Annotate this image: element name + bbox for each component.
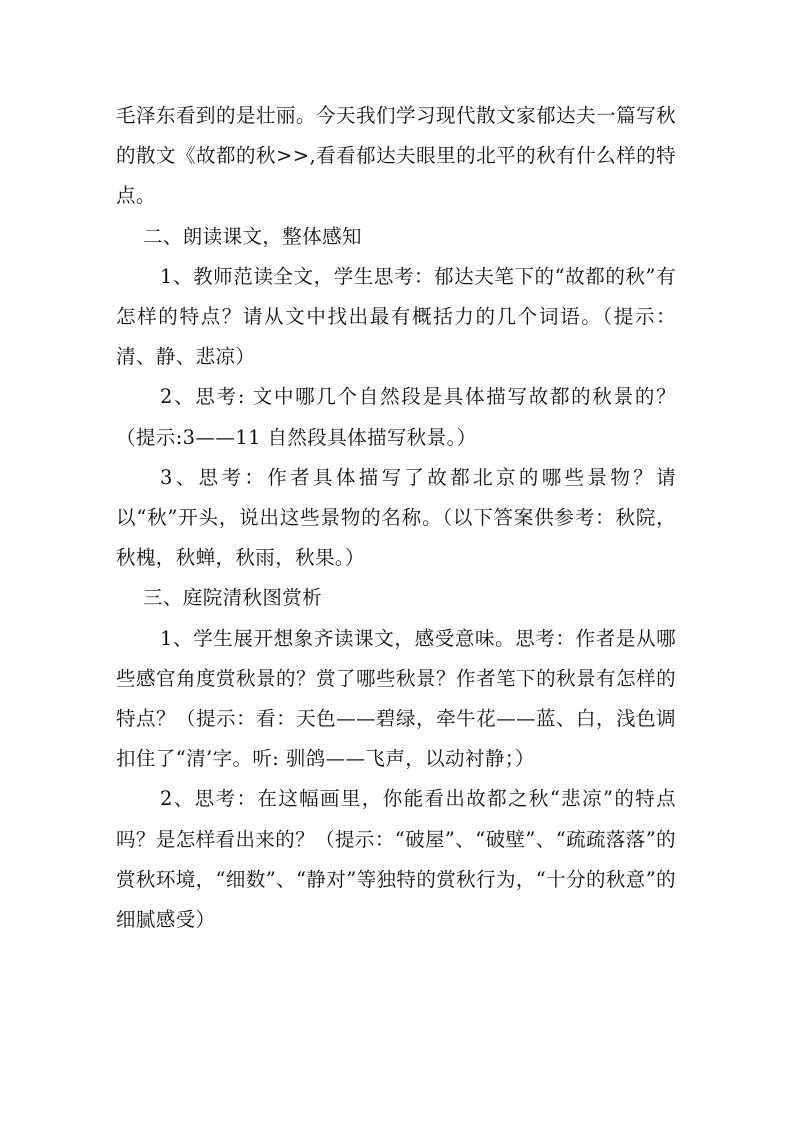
question-paragraph-3-1: 1、学生展开想象齐读课文，感受意味。思考：作者是从哪些感官角度赏秋景的？赏了哪些秋景？作者笔下的秋景有怎样的特点？（提示：看：天色——碧绿，牵牛花——蓝、白，浅色调扣住了“清’字。听: 驯鸽——飞声，以动衬静；） (116, 626, 676, 771)
question-paragraph-2-1: 1、教师范读全文，学生思考：郁达夫笔下的“故都的秋”有怎样的特点？请从文中找出最有概括力的几个词语。（提示：清、静、悲凉） (116, 264, 676, 369)
section-heading-3: 三、庭院清秋图赏析 (143, 586, 323, 610)
question-paragraph-2-2: 2、思考: 文中哪几个自然段是具体描写故都的秋景的？（提示:3——11 自然段具体描写秋景。） (116, 385, 676, 449)
intro-paragraph: 毛泽东看到的是壮丽。今天我们学习现代散文家郁达夫一篇写秋的散文《故都的秋>>,看看郁达夫眼里的北平的秋有什么样的特点。 (116, 104, 676, 208)
document-body (116, 96, 676, 940)
question-paragraph-2-3: 3、思考：作者具体描写了故都北京的哪些景物？请以“秋”开头，说出这些景物的名称。（以下答案供参考：秋院，秋槐，秋蝉，秋雨，秋果。） (116, 465, 676, 570)
section-heading-2: 二、朗读课文，整体感知 (143, 224, 362, 248)
question-paragraph-3-2: 2、思考：在这幅画里，你能看出故都之秋“悲凉”的特点吗？是怎样看出来的？（提示：“破屋”、“破壁”、“疏疏落落”的赏秋环境，“细数”、“静对”等独特的赏秋行为，“十分的秋意”的细腻感受） (116, 787, 676, 932)
